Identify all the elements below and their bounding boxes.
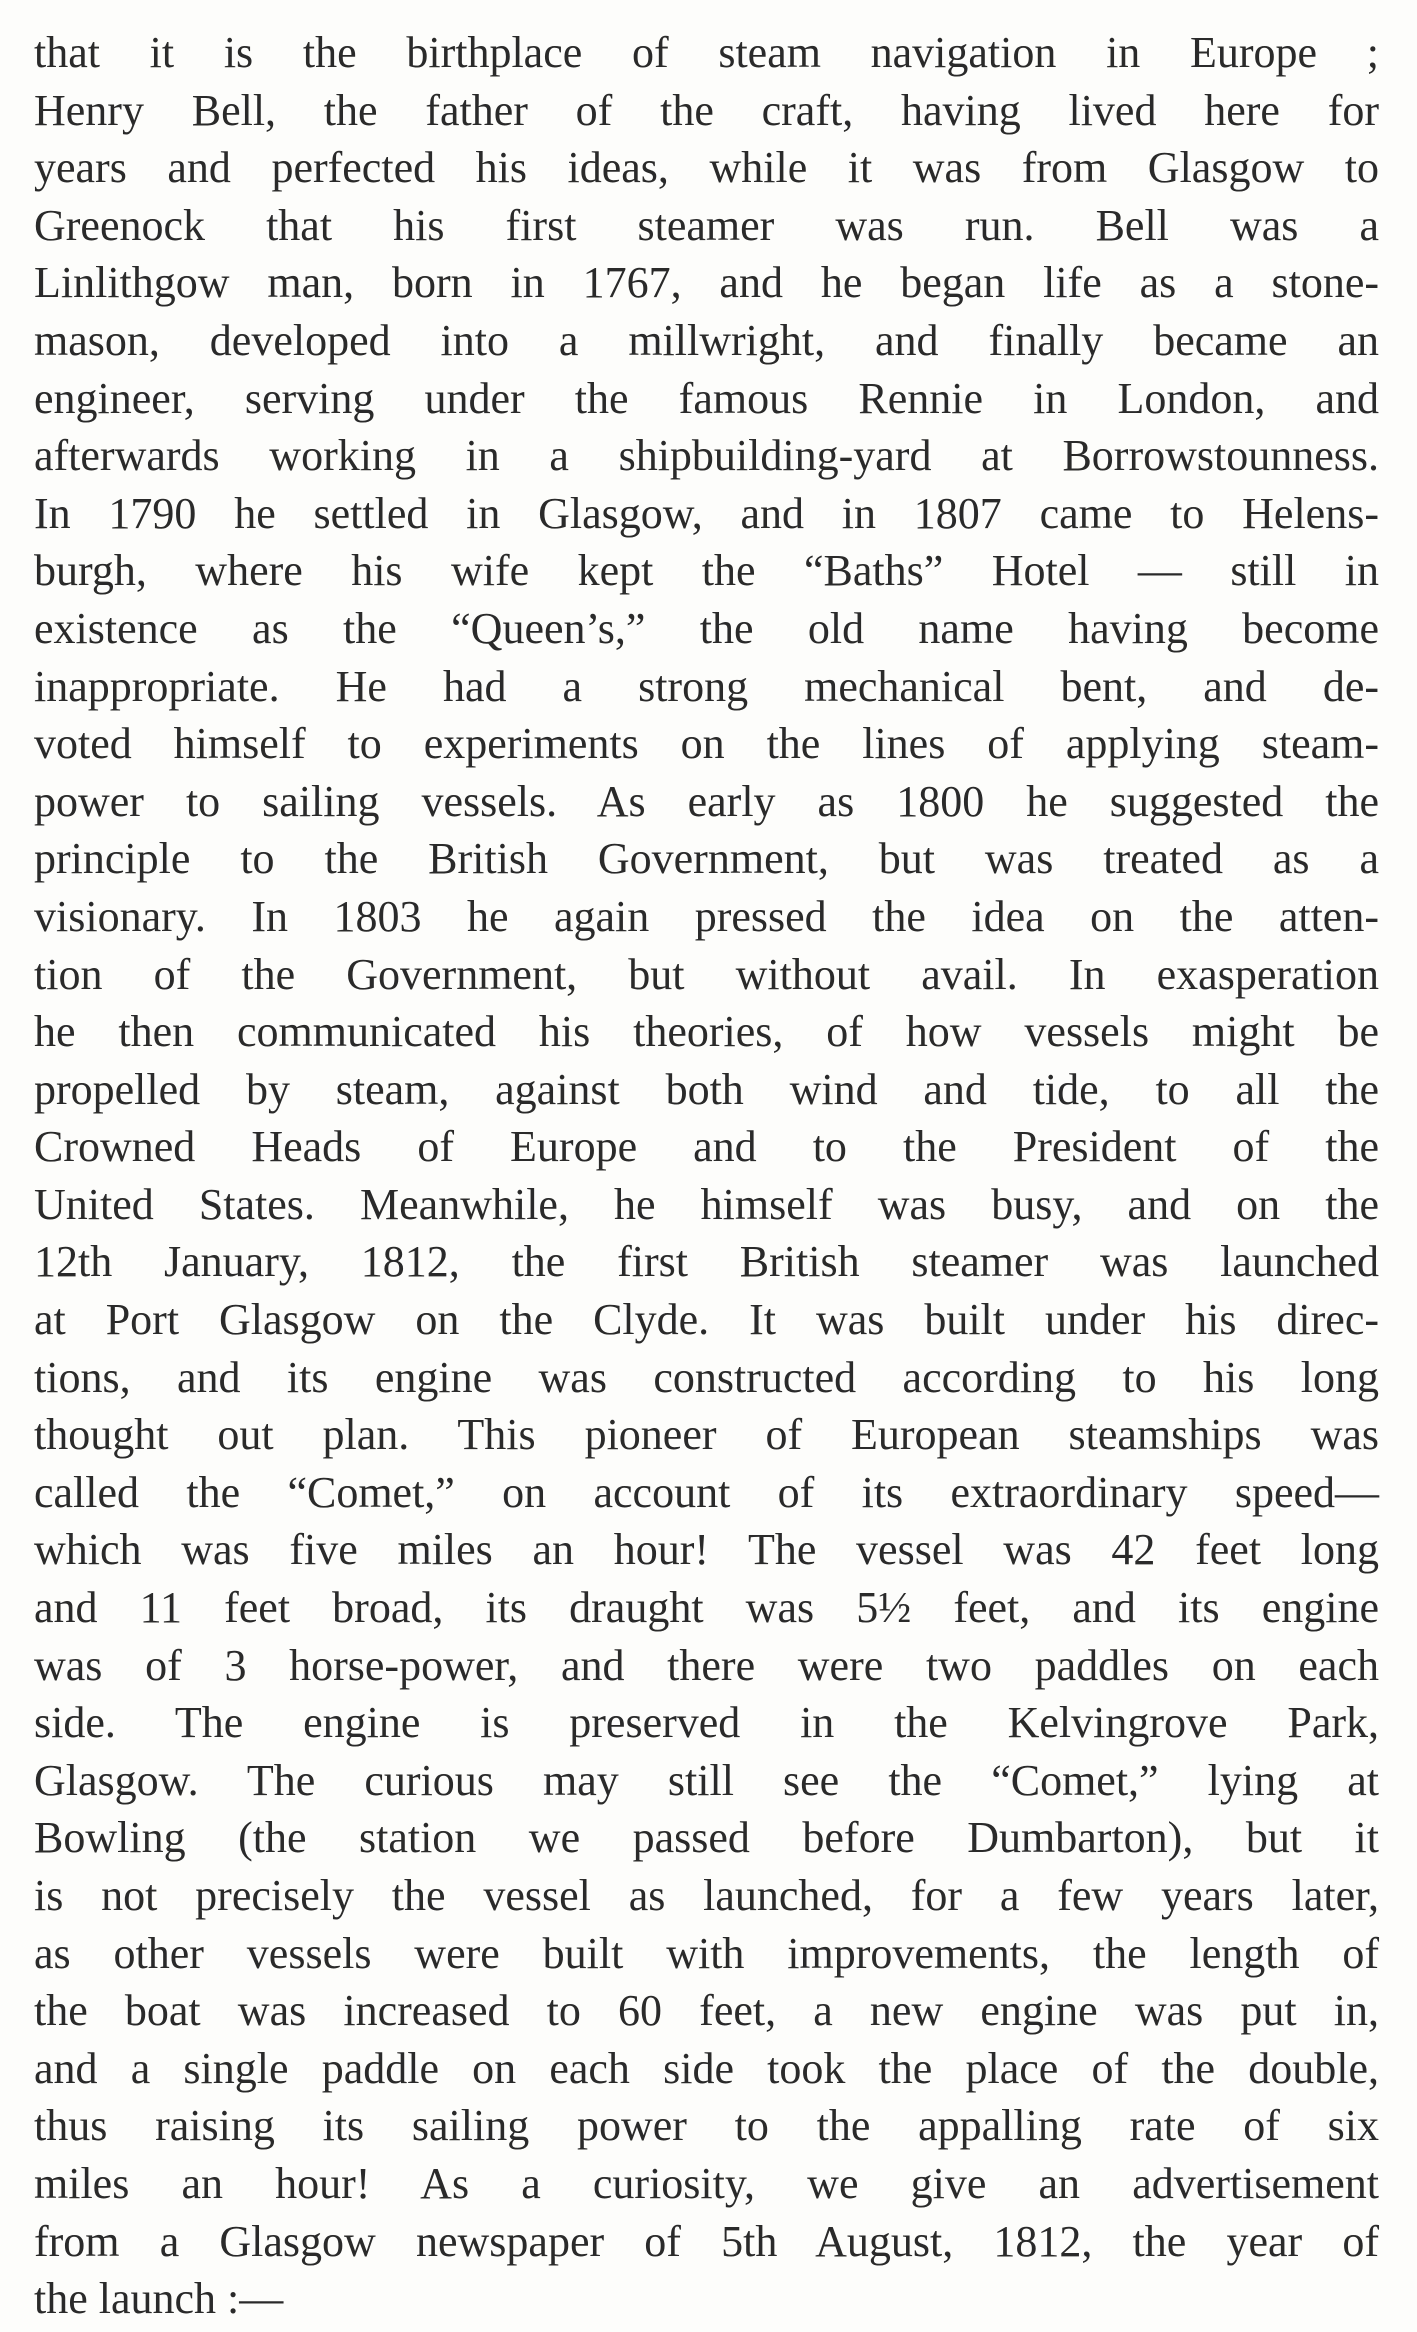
text-line: voted himself to experiments on the lines of applying steam- <box>34 719 1379 769</box>
text-line: and a single paddle on each side took the place of the double, <box>34 2043 1379 2093</box>
text-line: tion of the Government, but without avail. In exasperation <box>34 949 1379 999</box>
text-line: that it is the birthplace of steam navigation in Europe ; <box>34 28 1379 77</box>
text-line: afterwards working in a shipbuilding-yard at Borrowstounness. <box>34 431 1379 481</box>
text-line: In 1790 he settled in Glasgow, and in 1807 came to Helens- <box>34 488 1379 538</box>
text-line: Bowling (the station we passed before Dumbarton), but it <box>34 1813 1379 1863</box>
text-line: was of 3 horse-power, and there were two paddles on each <box>34 1640 1379 1690</box>
text-line: Glasgow. The curious may still see the “Comet,” lying at <box>34 1755 1379 1805</box>
text-line: the launch :— <box>34 2274 284 2324</box>
text-line: side. The engine is preserved in the Kelvingrove Park, <box>34 1698 1379 1748</box>
text-line: Linlithgow man, born in 1767, and he began life as a stone- <box>34 258 1379 308</box>
text-line: at Port Glasgow on the Clyde. It was built under his direc- <box>34 1295 1379 1345</box>
text-line: tions, and its engine was constructed according to his long <box>34 1352 1379 1402</box>
text-line: mason, developed into a millwright, and finally became an <box>34 315 1379 365</box>
text-line: inappropriate. He had a strong mechanical bent, and de- <box>34 661 1379 711</box>
text-line: United States. Meanwhile, he himself was busy, and on the <box>34 1179 1379 1229</box>
text-line: Greenock that his first steamer was run. Bell was a <box>34 200 1379 250</box>
text-line: burgh, where his wife kept the “Baths” Hotel — still in <box>34 546 1379 596</box>
text-line: years and perfected his ideas, while it was from Glasgow to <box>34 143 1379 193</box>
book-page-text <box>34 24 1379 2328</box>
text-line: existence as the “Queen’s,” the old name having become <box>34 603 1379 653</box>
text-line: he then communicated his theories, of how vessels might be <box>34 1007 1379 1057</box>
text-line: Crowned Heads of Europe and to the President of the <box>34 1122 1379 1172</box>
text-line: power to sailing vessels. As early as 1800 he suggested the <box>34 776 1379 826</box>
text-line: the boat was increased to 60 feet, a new engine was put in, <box>34 1986 1379 2036</box>
text-line: thus raising its sailing power to the appalling rate of six <box>34 2101 1379 2151</box>
text-line: propelled by steam, against both wind and tide, to all the <box>34 1064 1379 1114</box>
text-line: and 11 feet broad, its draught was 5½ feet, and its engine <box>34 1583 1379 1633</box>
text-line: 12th January, 1812, the first British steamer was launched <box>34 1237 1379 1287</box>
text-line: visionary. In 1803 he again pressed the idea on the atten- <box>34 891 1379 941</box>
text-line: called the “Comet,” on account of its extraordinary speed— <box>34 1467 1379 1517</box>
text-line: miles an hour! As a curiosity, we give an advertisement <box>34 2158 1379 2208</box>
text-line: principle to the British Government, but was treated as a <box>34 834 1379 884</box>
text-line: which was five miles an hour! The vessel was 42 feet long <box>34 1525 1379 1575</box>
text-line: is not precisely the vessel as launched, for a few years later, <box>34 1871 1379 1920</box>
text-line: Henry Bell, the father of the craft, having lived here for <box>34 85 1379 135</box>
text-line: thought out plan. This pioneer of European steamships was <box>34 1410 1379 1460</box>
text-line: as other vessels were built with improvements, the length of <box>34 1928 1379 1978</box>
text-line: engineer, serving under the famous Rennie in London, and <box>34 373 1379 423</box>
text-line: from a Glasgow newspaper of 5th August, 1812, the year of <box>34 2216 1379 2266</box>
